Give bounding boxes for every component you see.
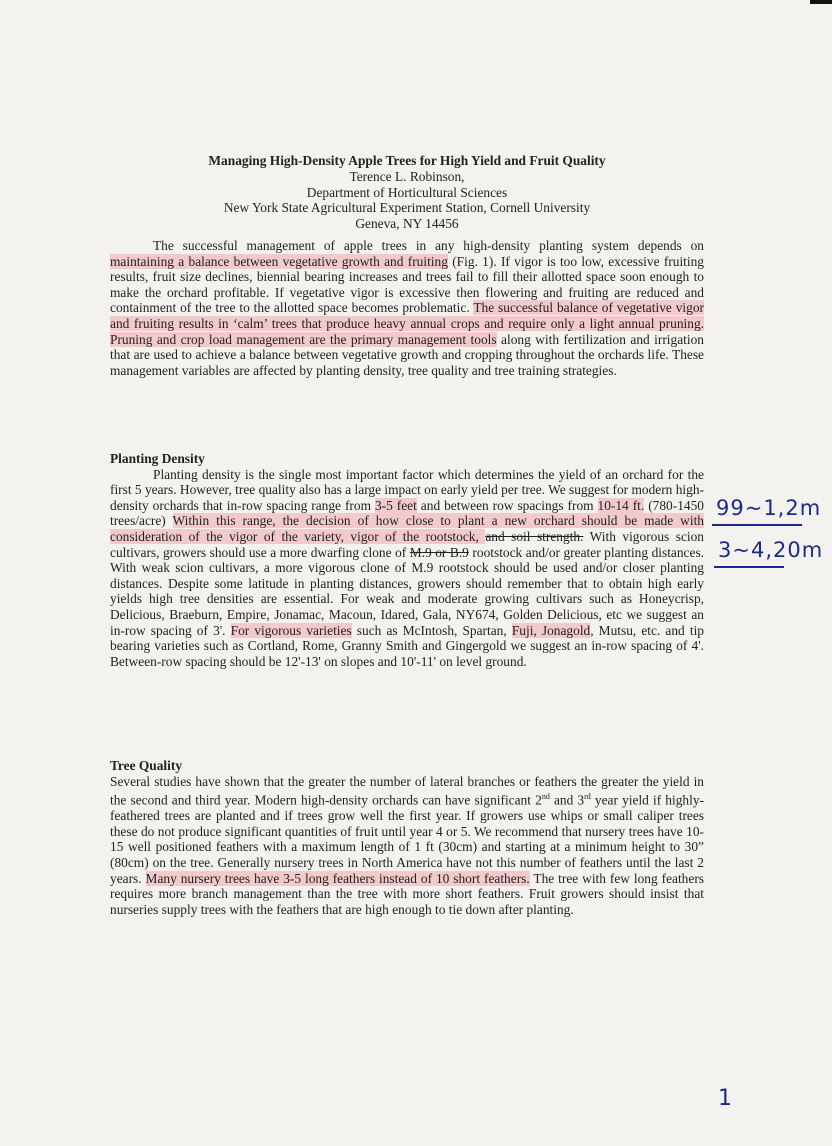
highlight-nursery-feathers: Many nursery trees have 3-5 long feathers instead of 10 short feathers. [145,870,530,886]
pd-text-1: Planting density is the single most important factor which determines the yield of an orchard for the first 5 years. However, tree quality also has a large impact on early yield per tree. We suggest for modern high-density orchards that in-row spacing range from [110,466,704,513]
scan-corner-mark [810,0,832,4]
tq-text-1: Several studies have shown that the greater the number of lateral branches or feathers the greater the yield in the second and third year. Modern high-density orchards can have significant 2 [110,773,704,808]
pd-text-7: , Mutsu, etc. and tip bearing varieties such as Cortland, Rome, Granny Smith and Gingergold we suggest an in-row spacing of 4'. Between-row spacing should be 12'-13' on slopes and 10'-11' on level ground. [110,622,704,669]
highlight-vigorous: For vigorous varieties [230,622,352,638]
pd-text-2: and between row spacings from [416,497,598,513]
highlight-fuji-jonagold: Fuji, Jonagold [511,622,591,638]
station-name: New York State Agricultural Experiment Station, Cornell University [223,200,591,216]
tq-text-2: and 3 [549,792,585,808]
pd-text-3: (780-1450 trees/acre) [110,497,704,529]
intro-text [110,238,704,378]
tq-sup-2: rd [584,792,591,802]
highlight-between-row: 10-14 ft. [597,497,645,513]
highlight-balance: maintaining a balance between vegetative growth and fruiting [110,253,448,269]
handwritten-underline-1 [712,524,802,526]
intro-paragraph [110,238,704,378]
department-name: Department of Horticultural Sciences [306,184,508,200]
tree-quality-section [110,758,704,917]
highlight-decision: Within this range, the decision of how close to plant a new orchard should be made with consideration of the vigor of the variety, vigor of the rootstock, [110,513,704,544]
handwritten-note-spacing-2: 3~4,20m [718,538,824,562]
planting-density-heading: Planting Density [110,451,205,466]
planting-density-section [110,451,704,669]
planting-density-text [110,467,704,670]
highlight-in-row: 3-5 feet [374,497,417,513]
intro-text-3: along with fertilization and irrigation that are used to achieve a balance between vegetative growth and cropping throughout the orchards life. These management variables are affected by planting density, tree quality and tree training strategies. [110,331,704,378]
struck-rootstock: M.9 or B.9 [409,544,469,560]
struck-soil-strength: and soil strength. [485,528,584,544]
tree-quality-text [110,774,704,918]
tq-sup-1: nd [541,792,550,802]
location: Geneva, NY 14456 [355,216,459,232]
handwritten-note-spacing-1: 99~1,2m [716,496,822,520]
tree-quality-heading: Tree Quality [110,758,183,773]
tq-text-4: The tree with few long feathers requires more branch management than the tree with more short feathers. Fruit growers should insist that nurseries supply trees with the feathers that are high enough to tie down after planting. [110,870,704,917]
author-name: Terence L. Robinson, [349,168,465,184]
intro-text-2: (Fig. 1). If vigor is too low, excessive fruiting results, fruit size declines, biennial bearing increases and trees fail to fill their allotted space soon enough to make the orchard profitable. If vegetative vigor is excessive then flowering and fruiting are reduced and containment of the tree to the allotted space becomes problematic. [110,253,704,316]
document-title: Managing High-Density Apple Trees for High Yield and Fruit Quality [208,153,606,168]
intro-text-1: The successful management of apple trees in any high-density planting system depends on [153,238,704,253]
pd-text-6: such as McIntosh, Spartan, [351,622,512,638]
tq-text-3: year yield if highly-feathered trees are planted and if trees grow well the first year. If growers use whips or small caliper trees these do not produce significant quantities of fruit until year 4 or 5. We recommend that nursery trees have 10-15 well positioned feathers with a maximum length of 1 ft (30cm) and starting at a minimum height to 30” (80cm) on the tree. Generally nursery trees in North America have not this number of feathers until the last 2 years. [110,792,704,886]
pd-text-5: rootstock and/or greater planting distances. With weak scion cultivars, a more vigorous clone of M.9 rootstock should be used and/or closer planting distances. Despite some latitude in planting distances, growers should remember that to obtain high early yields high tree densities are essential. For weak and moderate growing cultivars such as Honeycrisp, Delicious, Braeburn, Empire, Jonamac, Macoun, Idared, Gala, NY674, Golden Delicious, etc we suggest an in-row spacing of 3'. [110,544,705,638]
pd-text-4: With vigorous scion cultivars, growers should use a more dwarfing clone of [110,528,704,560]
handwritten-page-number: 1 [718,1086,732,1111]
handwritten-underline-2 [714,566,784,568]
document-header [110,153,704,232]
highlight-calm-trees: The successful balance of vegetative vigor and fruiting results in ‘calm’ trees that produce heavy annual crops and require only a light annual pruning. Pruning and crop load management are the primary management tools [110,300,704,347]
